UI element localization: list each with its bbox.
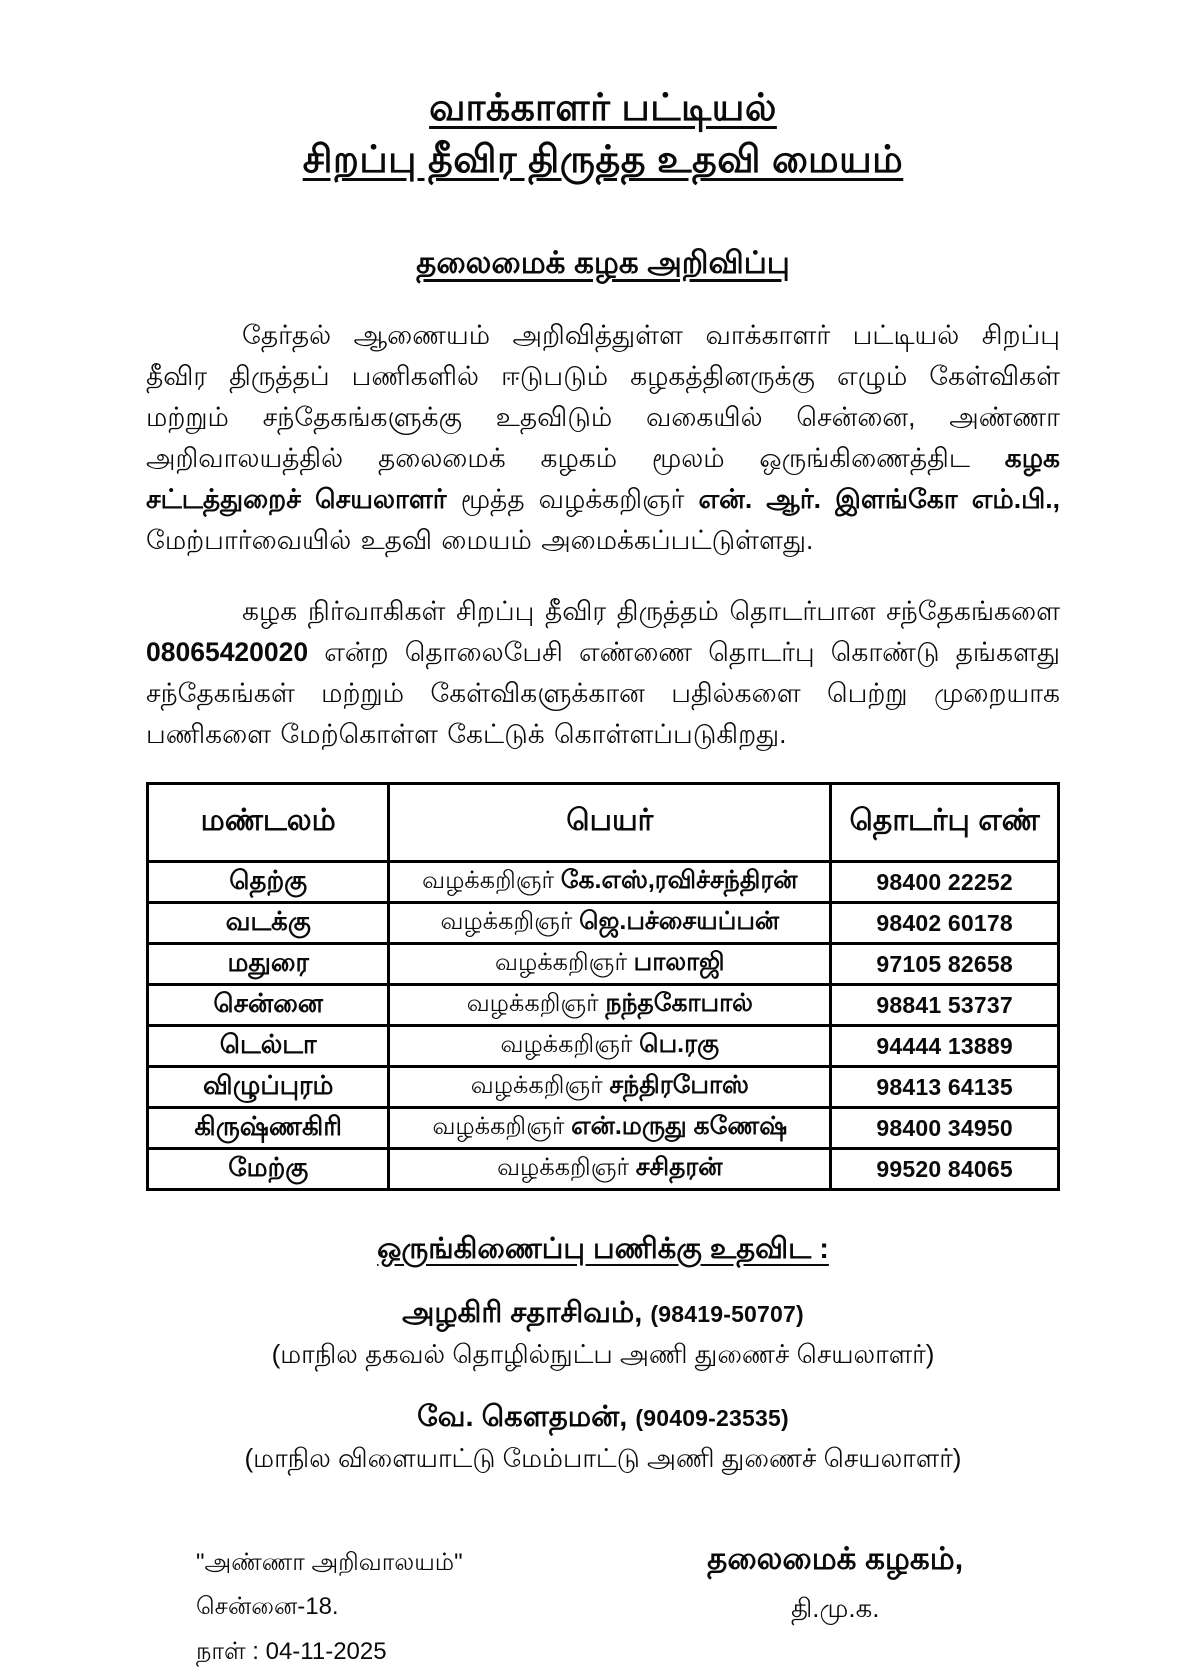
zone-cell: கிருஷ்ணகிரி [148,1108,389,1149]
name-cell [389,903,831,944]
advocate-name: ஜெ.பச்சையப்பன் [579,907,780,935]
coordination-contact-1 [146,1297,1060,1373]
coordination-heading: ஒருங்கிணைப்பு பணிக்கு உதவிட : [377,1233,829,1265]
table-row [148,1108,1059,1149]
signoff-section [146,1541,1060,1674]
table-row [148,1067,1059,1108]
zone-cell: மேற்கு [148,1149,389,1190]
advocate-name: பாலாஜி [633,948,725,976]
table-row [148,944,1059,985]
name-cell [389,1026,831,1067]
contact-1-name-line [146,1297,1060,1333]
name-cell [389,944,831,985]
phone-cell: 98402 60178 [831,903,1059,944]
name-cell [389,1067,831,1108]
phone-cell: 98400 34950 [831,1108,1059,1149]
paragraph-2-helpline-number: 08065420020 [146,637,309,668]
announcement-heading: தலைமைக் கழக அறிவிப்பு [416,244,790,280]
zone-cell: டெல்டா [148,1026,389,1067]
signoff-party-name: தி.மு.க. [790,1593,880,1623]
phone-cell: 98413 64135 [831,1067,1059,1108]
advocate-name: நந்தகோபால் [605,989,753,1017]
designation-text: வழக்கறிஞர் [440,908,573,935]
signoff-place-line1: "அண்ணா அறிவாலயம்" [196,1549,463,1576]
contact-2-role: (மாநில விளையாட்டு மேம்பாட்டு அணி துணைச் செயலாளர்) [244,1443,962,1473]
paragraph-1-text: தேர்தல் ஆணையம் அறிவித்துள்ள வாக்காளர் பட்டியல் சிறப்பு தீவிர திருத்தப் பணிகளில் ஈடுபடும் கழகத்தினருக்கு எழும் கேள்விகள் மற்றும் சந்தேகங்களுக்கு உதவிடும் வகையில் சென்னை, அண்ணா அறிவாலயத்தில் தலைமைக் கழகம் மூலம் ஒருங்கிணைத்திட [146,319,1060,474]
contact-1-name: அழகிரி சதாசிவம், [402,1297,643,1329]
header-phone: தொடர்பு எண் [831,784,1059,862]
paragraph-2 [146,591,1060,755]
designation-text: வழக்கறிஞர் [432,1113,565,1140]
designation-text: வழக்கறிஞர் [470,1072,603,1099]
table-row [148,1149,1059,1190]
zone-cell: சென்னை [148,985,389,1026]
header-zone: மண்டலம் [148,784,389,862]
signoff-org-name: தலைமைக் கழகம், [707,1541,964,1576]
header-name: பெயர் [389,784,831,862]
coordination-contact-2 [146,1401,1060,1477]
name-cell [389,862,831,903]
table-row [148,985,1059,1026]
designation-text: வழக்கறிஞர் [466,990,599,1017]
contact-2-phone: (90409-23535) [635,1405,789,1431]
signoff-place-date [146,1541,463,1674]
phone-cell: 97105 82658 [831,944,1059,985]
contact-1-role: (மாநில தகவல் தொழில்நுட்ப அணி துணைச் செயலாளர்) [271,1339,935,1369]
table-row [148,903,1059,944]
name-cell [389,985,831,1026]
paragraph-2-text: என்ற தொலைபேசி எண்ணை தொடர்பு கொண்டு தங்களது சந்தேகங்கள் மற்றும் கேள்விகளுக்கான பதில்களை பெற்று முறையாக பணிகளை மேற்கொள்ள கேட்டுக் கொள்ளப்படுகிறது. [146,637,1060,750]
document-title [146,82,1060,187]
contact-2-name: வே. கௌதமன், [417,1401,628,1433]
paragraph-2-text: கழக நிர்வாகிகள் சிறப்பு தீவிர திருத்தம் தொடர்பான சந்தேகங்களை [242,596,1060,627]
signoff-organization [630,1541,1060,1627]
advocate-name: என்.மருது கணேஷ் [571,1112,788,1140]
signoff-place-line2: சென்னை-18. [196,1593,339,1621]
zone-cell: தெற்கு [148,862,389,903]
contact-1-phone: (98419-50707) [650,1301,804,1327]
contact-2-name-line [146,1401,1060,1437]
phone-cell: 98400 22252 [831,862,1059,903]
phone-cell: 99520 84065 [831,1149,1059,1190]
document-title-line2: சிறப்பு தீவிர திருத்த உதவி மையம் [302,139,904,182]
paragraph-1-bold-name: என். ஆர். இளங்கோ எம்.பி., [698,484,1060,515]
phone-cell: 98841 53737 [831,985,1059,1026]
designation-text: வழக்கறிஞர் [497,1154,630,1181]
name-cell [389,1108,831,1149]
document-title-line1: வாக்காளர் பட்டியல் [429,87,777,129]
zone-cell: மதுரை [148,944,389,985]
paragraph-1-bold-designation: கழக சட்டத்துறைச் செயலாளர் [146,443,1060,515]
paragraph-1 [146,315,1060,561]
designation-text: வழக்கறிஞர் [422,867,555,894]
paragraph-1-text: மூத்த வழக்கறிஞர் [446,484,699,515]
phone-cell: 94444 13889 [831,1026,1059,1067]
advocate-name: சசிதரன் [635,1153,723,1181]
zone-cell: விழுப்புரம் [148,1067,389,1108]
paragraph-1-text: மேற்பார்வையில் உதவி மையம் அமைக்கப்பட்டுள்ளது. [146,525,814,556]
zone-cell: வடக்கு [148,903,389,944]
table-header-row [148,784,1059,862]
name-cell [389,1149,831,1190]
table-row [148,862,1059,903]
advocate-name: பெ.ரகு [639,1030,720,1058]
zone-contacts-table [146,782,1060,1191]
signoff-date: நாள் : 04-11-2025 [196,1637,387,1665]
table-row [148,1026,1059,1067]
advocate-name: கே.எஸ்,ரவிச்சந்திரன் [560,866,798,894]
advocate-name: சந்திரபோஸ் [609,1071,749,1099]
designation-text: வழக்கறிஞர் [500,1031,633,1058]
designation-text: வழக்கறிஞர் [495,949,627,976]
